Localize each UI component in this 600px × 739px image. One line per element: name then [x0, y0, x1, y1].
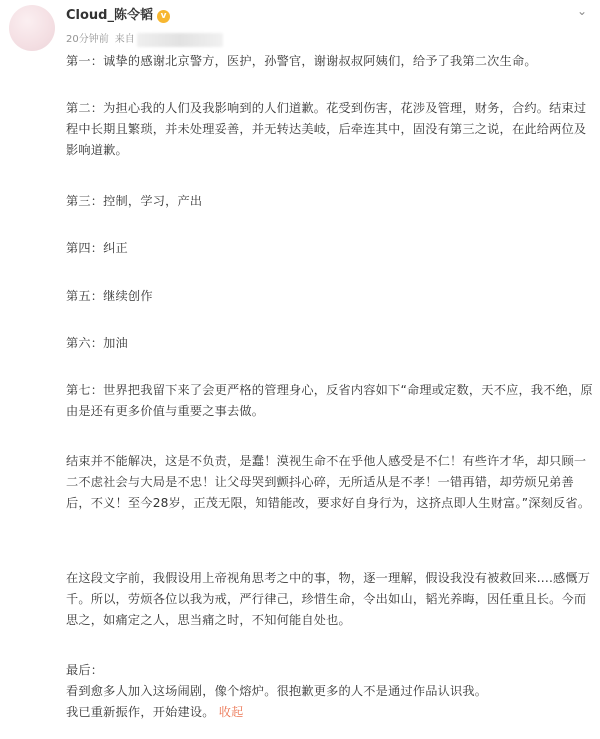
paragraph-1: 第一：诚挚的感谢北京警方，医护，孙警官，谢谢叔叔阿姨们，给予了我第二次生命。	[66, 54, 537, 68]
paragraph-7: 第七：世界把我留下来了会更严格的管理身心，反省内容如下“命理或定数，天不应，我不绝，原由是还有更多价值与重要之事去做。	[66, 383, 593, 418]
avatar[interactable]	[9, 5, 55, 51]
author-name-row	[66, 7, 170, 25]
paragraph-5: 第五：继续创作	[66, 289, 153, 303]
paragraph-3: 第三：控制，学习，产出	[66, 194, 203, 208]
closing-text: 最后： 看到愈多人加入这场闹剧，像个熔炉。很抱歉更多的人不是通过作品认识我。 我已重新振作，开始建设。	[66, 663, 488, 719]
post-time[interactable]: 20分钟前	[66, 34, 109, 45]
verified-badge-icon: v	[157, 10, 170, 23]
paragraph-4: 第四：纠正	[66, 241, 128, 255]
paragraph-8: 结束并不能解决，这是不负责，是蠢！漠视生命不在乎他人感受是不仁！有些许才华，却只顾一二不虑社会与大局是不忠！让父母哭到颤抖心碎，无所适从是不孝！一错再错，却劳烦兄弟善后，不义！至今28岁，正茂无限，知错能改，要求好自身行为，这挤点即人生财富。”深刻反省。	[66, 454, 591, 510]
chevron-down-icon[interactable]: ⌄	[576, 4, 588, 18]
paragraph-2: 第二：为担心我的人们及我影响到的人们道歉。花受到伤害，花涉及管理，财务，合约。结束过程中长期且繁琐，并未处理妥善，并无转达美岐，后牵连其中，固没有第三之说，在此给两位及影响道歉。	[66, 101, 587, 157]
paragraph-9: 在这段文字前，我假设用上帝视角思考之中的事，物，逐一理解，假设我没有被救回来....感慨万千。所以，劳烦各位以我为戒，严行律己，珍惜生命，令出如山，韬光养晦，因任重且长。今而思之，如痛定之人，思当痛之时，不知何能自处也。	[66, 571, 591, 627]
source-redacted	[137, 33, 223, 47]
author-name[interactable]: Cloud_陈令韬	[66, 8, 153, 23]
paragraph-10	[66, 660, 596, 723]
paragraph-6: 第六：加油	[66, 336, 128, 350]
source-label: 来自	[114, 34, 135, 45]
post-meta	[66, 33, 223, 47]
collapse-link[interactable]: 收起	[218, 705, 244, 719]
